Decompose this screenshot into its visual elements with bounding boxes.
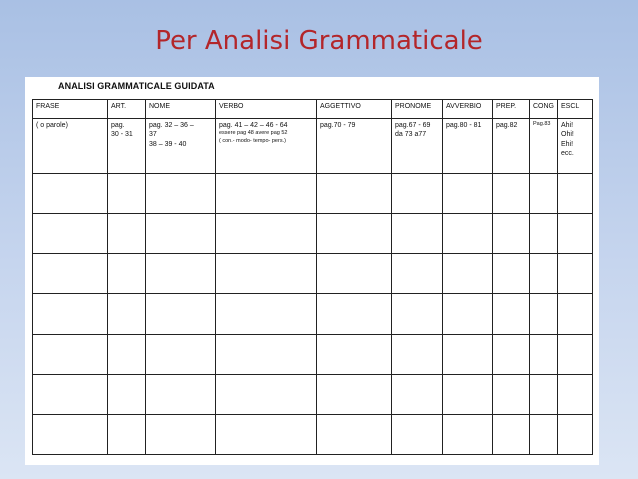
empty-cell-art[interactable] (108, 294, 146, 334)
empty-cell-prep[interactable] (493, 214, 530, 254)
empty-cell-frase[interactable] (33, 334, 108, 374)
empty-cell-verbo[interactable] (216, 174, 317, 214)
empty-cell-prep[interactable] (493, 334, 530, 374)
empty-cell-cong[interactable] (530, 414, 558, 454)
empty-cell-frase[interactable] (33, 414, 108, 454)
empty-cell-art[interactable] (108, 174, 146, 214)
empty-cell-art[interactable] (108, 414, 146, 454)
empty-cell-pronome[interactable] (392, 174, 443, 214)
empty-cell-art[interactable] (108, 374, 146, 414)
empty-cell-verbo[interactable] (216, 214, 317, 254)
ref-line: pag.80 - 81 (446, 122, 482, 129)
ref-cell-aggettivo (317, 119, 392, 174)
reference-row (33, 119, 593, 174)
analysis-table (32, 99, 593, 455)
ref-cell-frase (33, 119, 108, 174)
empty-cell-frase[interactable] (33, 254, 108, 294)
empty-cell-aggettivo[interactable] (317, 174, 392, 214)
ref-line: 38 – 39 - 40 (149, 140, 187, 148)
empty-cell-escl[interactable] (558, 414, 593, 454)
ref-cell-escl (558, 119, 593, 174)
ref-cell-nome (146, 119, 216, 174)
empty-cell-frase[interactable] (33, 294, 108, 334)
ref-line: Ahi! (561, 122, 574, 129)
empty-cell-aggettivo[interactable] (317, 414, 392, 454)
ref-line: ( o parole) (36, 122, 68, 129)
empty-cell-pronome[interactable] (392, 254, 443, 294)
empty-cell-prep[interactable] (493, 254, 530, 294)
empty-cell-nome[interactable] (146, 414, 216, 454)
empty-cell-cong[interactable] (530, 334, 558, 374)
empty-cell-nome[interactable] (146, 294, 216, 334)
ref-line: 30 - 31 (111, 131, 133, 139)
table-row (33, 254, 593, 294)
empty-cell-prep[interactable] (493, 174, 530, 214)
header-cong: CONG (530, 100, 558, 119)
ref-cell-verbo (216, 119, 317, 174)
empty-cell-avverbio[interactable] (443, 294, 493, 334)
empty-cell-nome[interactable] (146, 254, 216, 294)
ref-note: ( con.- modo- tempo- pers.) (219, 137, 286, 144)
empty-cell-art[interactable] (108, 214, 146, 254)
empty-cell-verbo[interactable] (216, 334, 317, 374)
ref-line: pag. 32 – 36 – (149, 122, 194, 129)
ref-line: Ohi! (561, 131, 574, 139)
empty-cell-cong[interactable] (530, 294, 558, 334)
empty-cell-escl[interactable] (558, 214, 593, 254)
worksheet-heading: ANALISI GRAMMATICALE GUIDATA (58, 81, 215, 91)
empty-cell-verbo[interactable] (216, 254, 317, 294)
ref-line: da 73 a77 (395, 131, 427, 139)
table-row (33, 174, 593, 214)
empty-cell-aggettivo[interactable] (317, 254, 392, 294)
empty-cell-escl[interactable] (558, 334, 593, 374)
empty-cell-pronome[interactable] (392, 214, 443, 254)
ref-note: essere pag 48 avere pag 52 (219, 130, 288, 137)
ref-cell-cong (530, 119, 558, 174)
empty-cell-verbo[interactable] (216, 414, 317, 454)
empty-cell-cong[interactable] (530, 254, 558, 294)
empty-cell-escl[interactable] (558, 294, 593, 334)
empty-cell-avverbio[interactable] (443, 174, 493, 214)
empty-cell-art[interactable] (108, 254, 146, 294)
ref-line: ecc. (561, 150, 574, 158)
empty-cell-escl[interactable] (558, 374, 593, 414)
empty-cell-avverbio[interactable] (443, 374, 493, 414)
header-verbo: VERBO (216, 100, 317, 119)
header-frase: FRASE (33, 100, 108, 119)
worksheet (25, 77, 599, 465)
empty-cell-escl[interactable] (558, 254, 593, 294)
slide-title: Per Analisi Grammaticale (155, 26, 483, 56)
empty-cell-avverbio[interactable] (443, 254, 493, 294)
empty-cell-prep[interactable] (493, 374, 530, 414)
empty-cell-frase[interactable] (33, 374, 108, 414)
header-pronome: PRONOME (392, 100, 443, 119)
table-row (33, 214, 593, 254)
empty-cell-escl[interactable] (558, 174, 593, 214)
empty-cell-avverbio[interactable] (443, 214, 493, 254)
table-row (33, 414, 593, 454)
empty-cell-nome[interactable] (146, 334, 216, 374)
empty-cell-prep[interactable] (493, 294, 530, 334)
header-prep: PREP. (493, 100, 530, 119)
ref-cell-art (108, 119, 146, 174)
empty-cell-prep[interactable] (493, 414, 530, 454)
header-aggettivo: AGGETTIVO (317, 100, 392, 119)
header-row (33, 100, 593, 119)
table-row (33, 294, 593, 334)
empty-cell-nome[interactable] (146, 374, 216, 414)
ref-cell-pronome (392, 119, 443, 174)
header-avverbio: AVVERBIO (443, 100, 493, 119)
empty-cell-verbo[interactable] (216, 294, 317, 334)
ref-line: pag.82 (496, 122, 518, 129)
empty-cell-aggettivo[interactable] (317, 334, 392, 374)
ref-line: pag.67 - 69 (395, 122, 431, 129)
empty-cell-nome[interactable] (146, 214, 216, 254)
table-row (33, 374, 593, 414)
empty-cell-aggettivo[interactable] (317, 374, 392, 414)
empty-cell-verbo[interactable] (216, 374, 317, 414)
ref-line: pag. (111, 122, 125, 129)
empty-cell-aggettivo[interactable] (317, 214, 392, 254)
ref-note: Pag.83 (533, 121, 551, 127)
header-art: ART. (108, 100, 146, 119)
empty-cell-frase[interactable] (33, 174, 108, 214)
empty-cell-nome[interactable] (146, 174, 216, 214)
empty-cell-aggettivo[interactable] (317, 294, 392, 334)
ref-cell-prep (493, 119, 530, 174)
empty-cell-pronome[interactable] (392, 294, 443, 334)
empty-cell-frase[interactable] (33, 214, 108, 254)
empty-cell-cong[interactable] (530, 214, 558, 254)
ref-line: pag. 41 – 42 – 46 - 64 (219, 122, 288, 129)
ref-line: Ehi! (561, 140, 574, 148)
ref-line: pag.70 - 79 (320, 122, 356, 129)
empty-cell-art[interactable] (108, 334, 146, 374)
header-escl: ESCL (558, 100, 593, 119)
empty-cell-pronome[interactable] (392, 334, 443, 374)
ref-line: 37 (149, 131, 157, 139)
empty-cell-avverbio[interactable] (443, 414, 493, 454)
header-nome: NOME (146, 100, 216, 119)
empty-cell-pronome[interactable] (392, 374, 443, 414)
ref-cell-avverbio (443, 119, 493, 174)
empty-cell-avverbio[interactable] (443, 334, 493, 374)
empty-cell-cong[interactable] (530, 374, 558, 414)
table-row (33, 334, 593, 374)
empty-cell-pronome[interactable] (392, 414, 443, 454)
empty-cell-cong[interactable] (530, 174, 558, 214)
